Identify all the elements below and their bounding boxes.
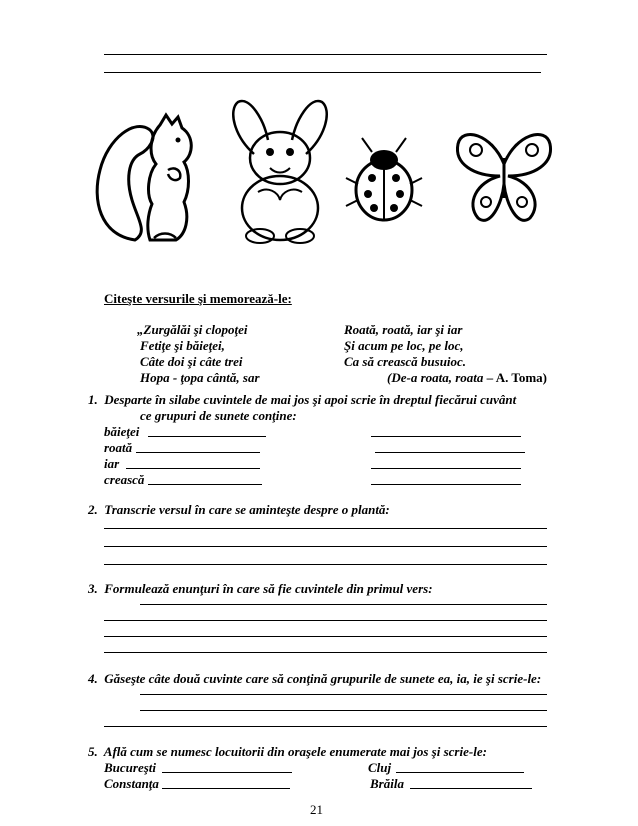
answer-line[interactable] — [104, 546, 547, 547]
poem-line: Hopa - ţopa cântă, sar — [140, 370, 260, 385]
exercise-number: 3. — [88, 581, 98, 596]
answer-line[interactable] — [140, 604, 547, 605]
poem-line: Roată, roată, iar şi iar — [344, 322, 463, 337]
butterfly-illustration — [452, 124, 556, 228]
poem-source-title: (De-a roata, roata — [387, 370, 484, 385]
exercise-text: Desparte în silabe cuvintele de mai jos şi apoi scrie în dreptul fiecărui cuvânt — [104, 392, 517, 407]
answer-line[interactable] — [162, 772, 292, 773]
exercise-5 — [88, 744, 487, 759]
poem-line: Şi acum pe loc, pe loc, — [344, 338, 464, 353]
exercise-text: Află cum se numesc locuitorii din oraşele enumerate mai jos şi scrie-le: — [103, 744, 487, 759]
exercise-1 — [88, 392, 516, 407]
squirrel-illustration — [90, 110, 210, 250]
exercise-number: 5. — [88, 744, 98, 759]
exercise-number: 2. — [88, 502, 98, 517]
poem-source-author: – A. Toma) — [483, 370, 547, 385]
answer-line[interactable] — [410, 788, 532, 789]
exercise-3 — [88, 581, 433, 596]
city-label: Constanţa — [104, 776, 159, 791]
poem-line: Câte doi şi câte trei — [140, 354, 243, 369]
answer-line[interactable] — [104, 636, 547, 637]
answer-line[interactable] — [371, 468, 521, 469]
word-label: iar — [104, 456, 120, 471]
exercise-text: Găseşte câte două cuvinte care să conţină grupurile de sunete ea, ia, ie şi scrie-le: — [104, 671, 542, 686]
exercise-number: 4. — [88, 671, 98, 686]
page-number: 21 — [310, 802, 323, 817]
answer-line[interactable] — [140, 710, 547, 711]
poem-line: „Zurgălăi şi clopoţei — [137, 322, 248, 337]
answer-line[interactable] — [148, 484, 262, 485]
exercise-4 — [88, 671, 541, 686]
exercise-text: Transcrie versul în care se aminteşte despre o plantă: — [104, 502, 390, 517]
answer-line[interactable] — [148, 436, 266, 437]
answer-line[interactable] — [126, 468, 260, 469]
answer-line[interactable] — [104, 726, 547, 727]
exercise-2 — [88, 502, 390, 517]
exercise-1-continuation: ce grupuri de sunete conţine: — [140, 408, 297, 423]
instruction-heading: Citeşte versurile şi memorează-le: — [104, 291, 292, 306]
answer-line[interactable] — [140, 694, 547, 695]
poem-line: Fetiţe şi băieţei, — [140, 338, 225, 353]
answer-line[interactable] — [375, 452, 525, 453]
city-label: Cluj — [368, 760, 392, 775]
word-label: roată — [104, 440, 133, 455]
bunny-illustration — [224, 96, 336, 246]
answer-line[interactable] — [371, 436, 521, 437]
answer-line[interactable] — [371, 484, 521, 485]
city-label: Brăila — [370, 776, 404, 791]
answer-line[interactable] — [396, 772, 524, 773]
city-label: Bucureşti — [104, 760, 157, 775]
answer-line[interactable] — [104, 564, 547, 565]
ladybug-illustration — [344, 134, 424, 226]
word-label: crească — [104, 472, 145, 487]
answer-line[interactable] — [104, 528, 547, 529]
answer-line[interactable] — [104, 652, 547, 653]
exercise-number: 1. — [88, 392, 98, 407]
word-label: băieţei — [104, 424, 140, 439]
answer-line[interactable] — [162, 788, 290, 789]
poem-source — [387, 370, 547, 385]
answer-line[interactable] — [104, 620, 547, 621]
answer-line[interactable] — [136, 452, 260, 453]
poem-line: Ca să crească busuioc. — [344, 354, 467, 369]
exercise-text: Formulează enunţuri în care să fie cuvintele din primul vers: — [104, 581, 433, 596]
